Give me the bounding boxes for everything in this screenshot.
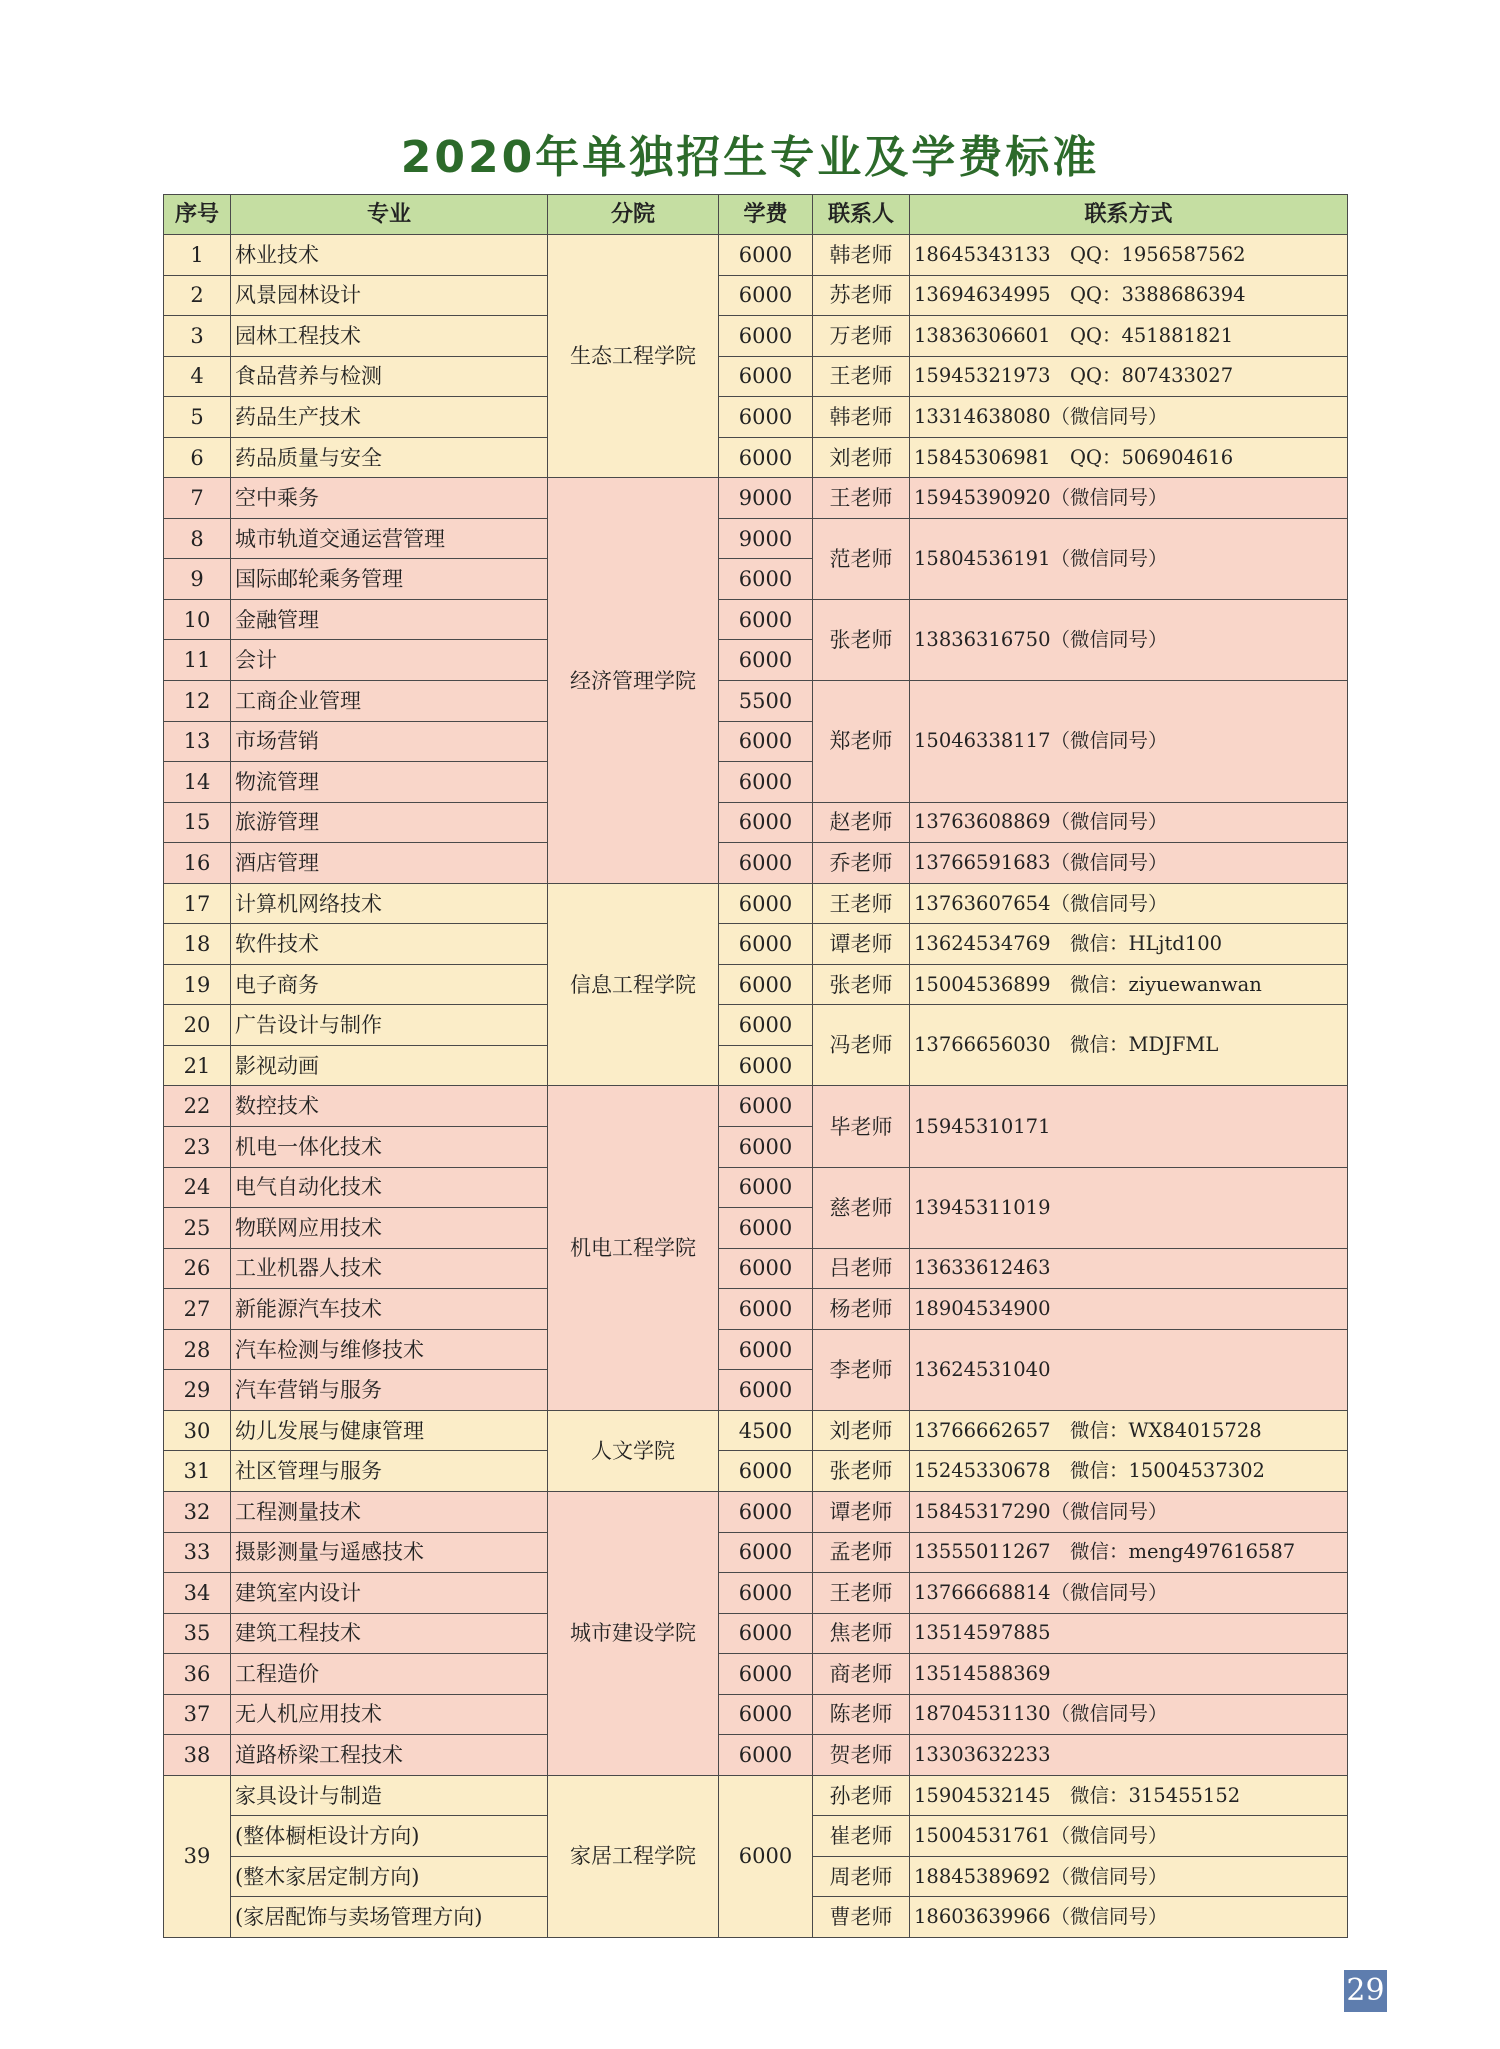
contact-method-cell: 13836316750（微信同号） <box>910 599 1348 680</box>
fee-cell: 6000 <box>719 235 813 276</box>
major-cell: 广告设计与制作 <box>231 1005 548 1046</box>
contact-method-cell: 15945390920（微信同号） <box>910 478 1348 519</box>
table-body <box>164 235 1348 1938</box>
fee-cell: 6000 <box>719 1248 813 1289</box>
fee-cell: 6000 <box>719 1329 813 1370</box>
fee-cell: 6000 <box>719 1613 813 1654</box>
contact-person-cell: 王老师 <box>813 1573 910 1614</box>
fee-cell: 6000 <box>719 356 813 397</box>
row-number-cell: 22 <box>164 1086 231 1127</box>
table-row <box>164 1289 1348 1330</box>
row-number-cell: 16 <box>164 843 231 884</box>
row-number-cell: 23 <box>164 1127 231 1168</box>
table-header-row <box>164 195 1348 235</box>
college-cell: 生态工程学院 <box>548 235 719 478</box>
contact-person-cell: 冯老师 <box>813 1005 910 1086</box>
major-cell: 社区管理与服务 <box>231 1451 548 1492</box>
major-cell: 汽车检测与维修技术 <box>231 1329 548 1370</box>
contact-method-cell: 15945321973 QQ：807433027 <box>910 356 1348 397</box>
major-cell: 林业技术 <box>231 235 548 276</box>
major-cell: 物联网应用技术 <box>231 1208 548 1249</box>
major-cell: 机电一体化技术 <box>231 1127 548 1168</box>
contact-method-cell: 18603639966（微信同号） <box>910 1897 1348 1938</box>
fee-cell: 6000 <box>719 1573 813 1614</box>
row-number-cell: 27 <box>164 1289 231 1330</box>
major-cell: 药品生产技术 <box>231 397 548 438</box>
row-number-cell: 38 <box>164 1735 231 1776</box>
table-row <box>164 1005 1348 1046</box>
contact-person-cell: 刘老师 <box>813 437 910 478</box>
major-cell: 工业机器人技术 <box>231 1248 548 1289</box>
college-cell: 信息工程学院 <box>548 883 719 1086</box>
row-number-cell: 10 <box>164 599 231 640</box>
row-number-cell: 26 <box>164 1248 231 1289</box>
row-number-cell: 33 <box>164 1532 231 1573</box>
major-cell: (整体橱柜设计方向) <box>231 1816 548 1857</box>
table-row <box>164 235 1348 276</box>
contact-person-cell: 孟老师 <box>813 1532 910 1573</box>
fee-cell: 6000 <box>719 1451 813 1492</box>
contact-method-cell: 13514597885 <box>910 1613 1348 1654</box>
contact-method-cell: 13303632233 <box>910 1735 1348 1776</box>
page-title: 2020年单独招生专业及学费标准 <box>400 132 1100 183</box>
fee-cell: 6000 <box>719 843 813 884</box>
contact-person-cell: 王老师 <box>813 478 910 519</box>
table-row <box>164 518 1348 559</box>
contact-person-cell: 郑老师 <box>813 681 910 803</box>
row-number-cell: 11 <box>164 640 231 681</box>
major-cell: 旅游管理 <box>231 802 548 843</box>
table-row <box>164 843 1348 884</box>
table-row <box>164 883 1348 924</box>
contact-method-cell: 15845306981 QQ：506904616 <box>910 437 1348 478</box>
table-row <box>164 437 1348 478</box>
table-row <box>164 1329 1348 1370</box>
contact-person-cell: 万老师 <box>813 316 910 357</box>
fee-cell: 6000 <box>719 559 813 600</box>
contact-method-cell: 13314638080（微信同号） <box>910 397 1348 438</box>
row-number-cell: 34 <box>164 1573 231 1614</box>
contact-method-cell: 13555011267 微信：meng497616587 <box>910 1532 1348 1573</box>
major-cell: 汽车营销与服务 <box>231 1370 548 1411</box>
contact-method-cell: 13624531040 <box>910 1329 1348 1410</box>
row-number-cell: 20 <box>164 1005 231 1046</box>
contact-person-cell: 谭老师 <box>813 1491 910 1532</box>
fee-cell: 6000 <box>719 1775 813 1937</box>
row-number-cell: 29 <box>164 1370 231 1411</box>
row-number-cell: 17 <box>164 883 231 924</box>
row-number-cell: 25 <box>164 1208 231 1249</box>
contact-person-cell: 吕老师 <box>813 1248 910 1289</box>
fee-cell: 6000 <box>719 397 813 438</box>
fee-cell: 6000 <box>719 640 813 681</box>
contact-person-cell: 张老师 <box>813 1451 910 1492</box>
contact-method-cell: 18904534900 <box>910 1289 1348 1330</box>
major-cell: 电气自动化技术 <box>231 1167 548 1208</box>
row-number-cell: 12 <box>164 681 231 722</box>
contact-person-cell: 陈老师 <box>813 1694 910 1735</box>
row-number-cell: 30 <box>164 1410 231 1451</box>
fee-cell: 6000 <box>719 1127 813 1168</box>
major-cell: 市场营销 <box>231 721 548 762</box>
major-cell: 食品营养与检测 <box>231 356 548 397</box>
contact-person-cell: 谭老师 <box>813 924 910 965</box>
table-row <box>164 1573 1348 1614</box>
contact-method-cell: 15904532145 微信：315455152 <box>910 1775 1348 1816</box>
contact-person-cell: 范老师 <box>813 518 910 599</box>
table-row <box>164 1248 1348 1289</box>
contact-method-cell: 15804536191（微信同号） <box>910 518 1348 599</box>
contact-method-cell: 13694634995 QQ：3388686394 <box>910 275 1348 316</box>
contact-person-cell: 贺老师 <box>813 1735 910 1776</box>
fee-cell: 5500 <box>719 681 813 722</box>
contact-person-cell: 崔老师 <box>813 1816 910 1857</box>
contact-method-cell: 18845389692（微信同号） <box>910 1856 1348 1897</box>
major-cell: 城市轨道交通运营管理 <box>231 518 548 559</box>
contact-method-cell: 13763607654（微信同号） <box>910 883 1348 924</box>
fee-cell: 6000 <box>719 1086 813 1127</box>
contact-person-cell: 乔老师 <box>813 843 910 884</box>
major-cell: 道路桥梁工程技术 <box>231 1735 548 1776</box>
contact-person-cell: 张老师 <box>813 964 910 1005</box>
table-row <box>164 1613 1348 1654</box>
admissions-table <box>163 194 1348 1938</box>
contact-method-cell: 13763608869（微信同号） <box>910 802 1348 843</box>
fee-cell: 6000 <box>719 316 813 357</box>
table-row <box>164 1167 1348 1208</box>
table-row <box>164 356 1348 397</box>
contact-method-cell: 15945310171 <box>910 1086 1348 1167</box>
table-row <box>164 1775 1348 1816</box>
row-number-cell: 32 <box>164 1491 231 1532</box>
table-row <box>164 1654 1348 1695</box>
contact-person-cell: 韩老师 <box>813 235 910 276</box>
college-cell: 经济管理学院 <box>548 478 719 883</box>
row-number-cell: 5 <box>164 397 231 438</box>
row-number-cell: 19 <box>164 964 231 1005</box>
contact-person-cell: 商老师 <box>813 1654 910 1695</box>
fee-cell: 6000 <box>719 1167 813 1208</box>
row-number-cell: 24 <box>164 1167 231 1208</box>
table-row <box>164 1086 1348 1127</box>
fee-cell: 6000 <box>719 1005 813 1046</box>
contact-person-cell: 刘老师 <box>813 1410 910 1451</box>
major-cell: 软件技术 <box>231 924 548 965</box>
contact-method-cell: 15004536899 微信：ziyuewanwan <box>910 964 1348 1005</box>
contact-person-cell: 焦老师 <box>813 1613 910 1654</box>
row-number-cell: 18 <box>164 924 231 965</box>
major-cell: 建筑工程技术 <box>231 1613 548 1654</box>
header-no: 序号 <box>164 195 231 235</box>
major-cell: 空中乘务 <box>231 478 548 519</box>
table-row <box>164 478 1348 519</box>
major-cell: 影视动画 <box>231 1045 548 1086</box>
contact-person-cell: 李老师 <box>813 1329 910 1410</box>
major-cell: 幼儿发展与健康管理 <box>231 1410 548 1451</box>
header-major: 专业 <box>231 195 548 235</box>
fee-cell: 6000 <box>719 1491 813 1532</box>
contact-person-cell: 赵老师 <box>813 802 910 843</box>
fee-cell: 6000 <box>719 883 813 924</box>
fee-cell: 6000 <box>719 1208 813 1249</box>
contact-person-cell: 杨老师 <box>813 1289 910 1330</box>
fee-cell: 6000 <box>719 964 813 1005</box>
table-row <box>164 964 1348 1005</box>
contact-method-cell: 15004531761（微信同号） <box>910 1816 1348 1857</box>
page-number-badge: 29 <box>1344 1970 1387 2012</box>
fee-cell: 4500 <box>719 1410 813 1451</box>
fee-cell: 6000 <box>719 437 813 478</box>
major-cell: 工程造价 <box>231 1654 548 1695</box>
major-cell: 摄影测量与遥感技术 <box>231 1532 548 1573</box>
contact-method-cell: 15845317290（微信同号） <box>910 1491 1348 1532</box>
major-cell: 计算机网络技术 <box>231 883 548 924</box>
major-cell: 新能源汽车技术 <box>231 1289 548 1330</box>
contact-method-cell: 13766668814（微信同号） <box>910 1573 1348 1614</box>
contact-person-cell: 周老师 <box>813 1856 910 1897</box>
row-number-cell: 37 <box>164 1694 231 1735</box>
header-method: 联系方式 <box>910 195 1348 235</box>
contact-person-cell: 王老师 <box>813 356 910 397</box>
college-cell: 家居工程学院 <box>548 1775 719 1937</box>
row-number-cell: 39 <box>164 1775 231 1937</box>
fee-cell: 6000 <box>719 275 813 316</box>
row-number-cell: 36 <box>164 1654 231 1695</box>
table-row <box>164 1410 1348 1451</box>
major-cell: 家具设计与制造 <box>231 1775 548 1816</box>
major-cell: 无人机应用技术 <box>231 1694 548 1735</box>
table-row <box>164 599 1348 640</box>
major-cell: 会计 <box>231 640 548 681</box>
fee-cell: 6000 <box>719 1735 813 1776</box>
contact-person-cell: 慈老师 <box>813 1167 910 1248</box>
row-number-cell: 3 <box>164 316 231 357</box>
table-row <box>164 802 1348 843</box>
fee-cell: 6000 <box>719 1654 813 1695</box>
row-number-cell: 14 <box>164 762 231 803</box>
contact-method-cell: 13624534769 微信：HLjtd100 <box>910 924 1348 965</box>
major-cell: 电子商务 <box>231 964 548 1005</box>
row-number-cell: 9 <box>164 559 231 600</box>
contact-method-cell: 13766591683（微信同号） <box>910 843 1348 884</box>
fee-cell: 6000 <box>719 721 813 762</box>
contact-person-cell: 韩老师 <box>813 397 910 438</box>
contact-method-cell: 15245330678 微信：15004537302 <box>910 1451 1348 1492</box>
table-row <box>164 924 1348 965</box>
contact-method-cell: 13766656030 微信：MDJFML <box>910 1005 1348 1086</box>
contact-method-cell: 13945311019 <box>910 1167 1348 1248</box>
major-cell: 物流管理 <box>231 762 548 803</box>
row-number-cell: 7 <box>164 478 231 519</box>
contact-person-cell: 张老师 <box>813 599 910 680</box>
header-contact: 联系人 <box>813 195 910 235</box>
major-cell: (家居配饰与卖场管理方向) <box>231 1897 548 1938</box>
table-row <box>164 1694 1348 1735</box>
row-number-cell: 31 <box>164 1451 231 1492</box>
header-college: 分院 <box>548 195 719 235</box>
fee-cell: 6000 <box>719 924 813 965</box>
major-cell: 酒店管理 <box>231 843 548 884</box>
contact-method-cell: 13766662657 微信：WX84015728 <box>910 1410 1348 1451</box>
contact-method-cell: 15046338117（微信同号） <box>910 681 1348 803</box>
table-row <box>164 1532 1348 1573</box>
row-number-cell: 6 <box>164 437 231 478</box>
major-cell: 国际邮轮乘务管理 <box>231 559 548 600</box>
table-row <box>164 1451 1348 1492</box>
fee-cell: 6000 <box>719 1532 813 1573</box>
table-row <box>164 397 1348 438</box>
table-row <box>164 316 1348 357</box>
row-number-cell: 28 <box>164 1329 231 1370</box>
contact-person-cell: 曹老师 <box>813 1897 910 1938</box>
contact-person-cell: 王老师 <box>813 883 910 924</box>
fee-cell: 6000 <box>719 1370 813 1411</box>
row-number-cell: 4 <box>164 356 231 397</box>
table-row <box>164 1735 1348 1776</box>
major-cell: 建筑室内设计 <box>231 1573 548 1614</box>
fee-cell: 6000 <box>719 762 813 803</box>
fee-cell: 9000 <box>719 518 813 559</box>
contact-method-cell: 18645343133 QQ：1956587562 <box>910 235 1348 276</box>
table-row <box>164 681 1348 722</box>
row-number-cell: 8 <box>164 518 231 559</box>
fee-cell: 6000 <box>719 599 813 640</box>
row-number-cell: 2 <box>164 275 231 316</box>
fee-cell: 6000 <box>719 1289 813 1330</box>
row-number-cell: 21 <box>164 1045 231 1086</box>
table-row <box>164 1491 1348 1532</box>
contact-method-cell: 13836306601 QQ：451881821 <box>910 316 1348 357</box>
row-number-cell: 1 <box>164 235 231 276</box>
major-cell: 数控技术 <box>231 1086 548 1127</box>
fee-cell: 9000 <box>719 478 813 519</box>
major-cell: 药品质量与安全 <box>231 437 548 478</box>
contact-method-cell: 13514588369 <box>910 1654 1348 1695</box>
table-row <box>164 275 1348 316</box>
major-cell: 工程测量技术 <box>231 1491 548 1532</box>
fee-cell: 6000 <box>719 802 813 843</box>
header-fee: 学费 <box>719 195 813 235</box>
row-number-cell: 13 <box>164 721 231 762</box>
college-cell: 人文学院 <box>548 1410 719 1491</box>
fee-cell: 6000 <box>719 1694 813 1735</box>
major-cell: 金融管理 <box>231 599 548 640</box>
major-cell: (整木家居定制方向) <box>231 1856 548 1897</box>
row-number-cell: 35 <box>164 1613 231 1654</box>
major-cell: 工商企业管理 <box>231 681 548 722</box>
contact-method-cell: 13633612463 <box>910 1248 1348 1289</box>
major-cell: 园林工程技术 <box>231 316 548 357</box>
major-cell: 风景园林设计 <box>231 275 548 316</box>
contact-method-cell: 18704531130（微信同号） <box>910 1694 1348 1735</box>
contact-person-cell: 苏老师 <box>813 275 910 316</box>
contact-person-cell: 孙老师 <box>813 1775 910 1816</box>
row-number-cell: 15 <box>164 802 231 843</box>
contact-person-cell: 毕老师 <box>813 1086 910 1167</box>
college-cell: 城市建设学院 <box>548 1491 719 1775</box>
college-cell: 机电工程学院 <box>548 1086 719 1410</box>
fee-cell: 6000 <box>719 1045 813 1086</box>
